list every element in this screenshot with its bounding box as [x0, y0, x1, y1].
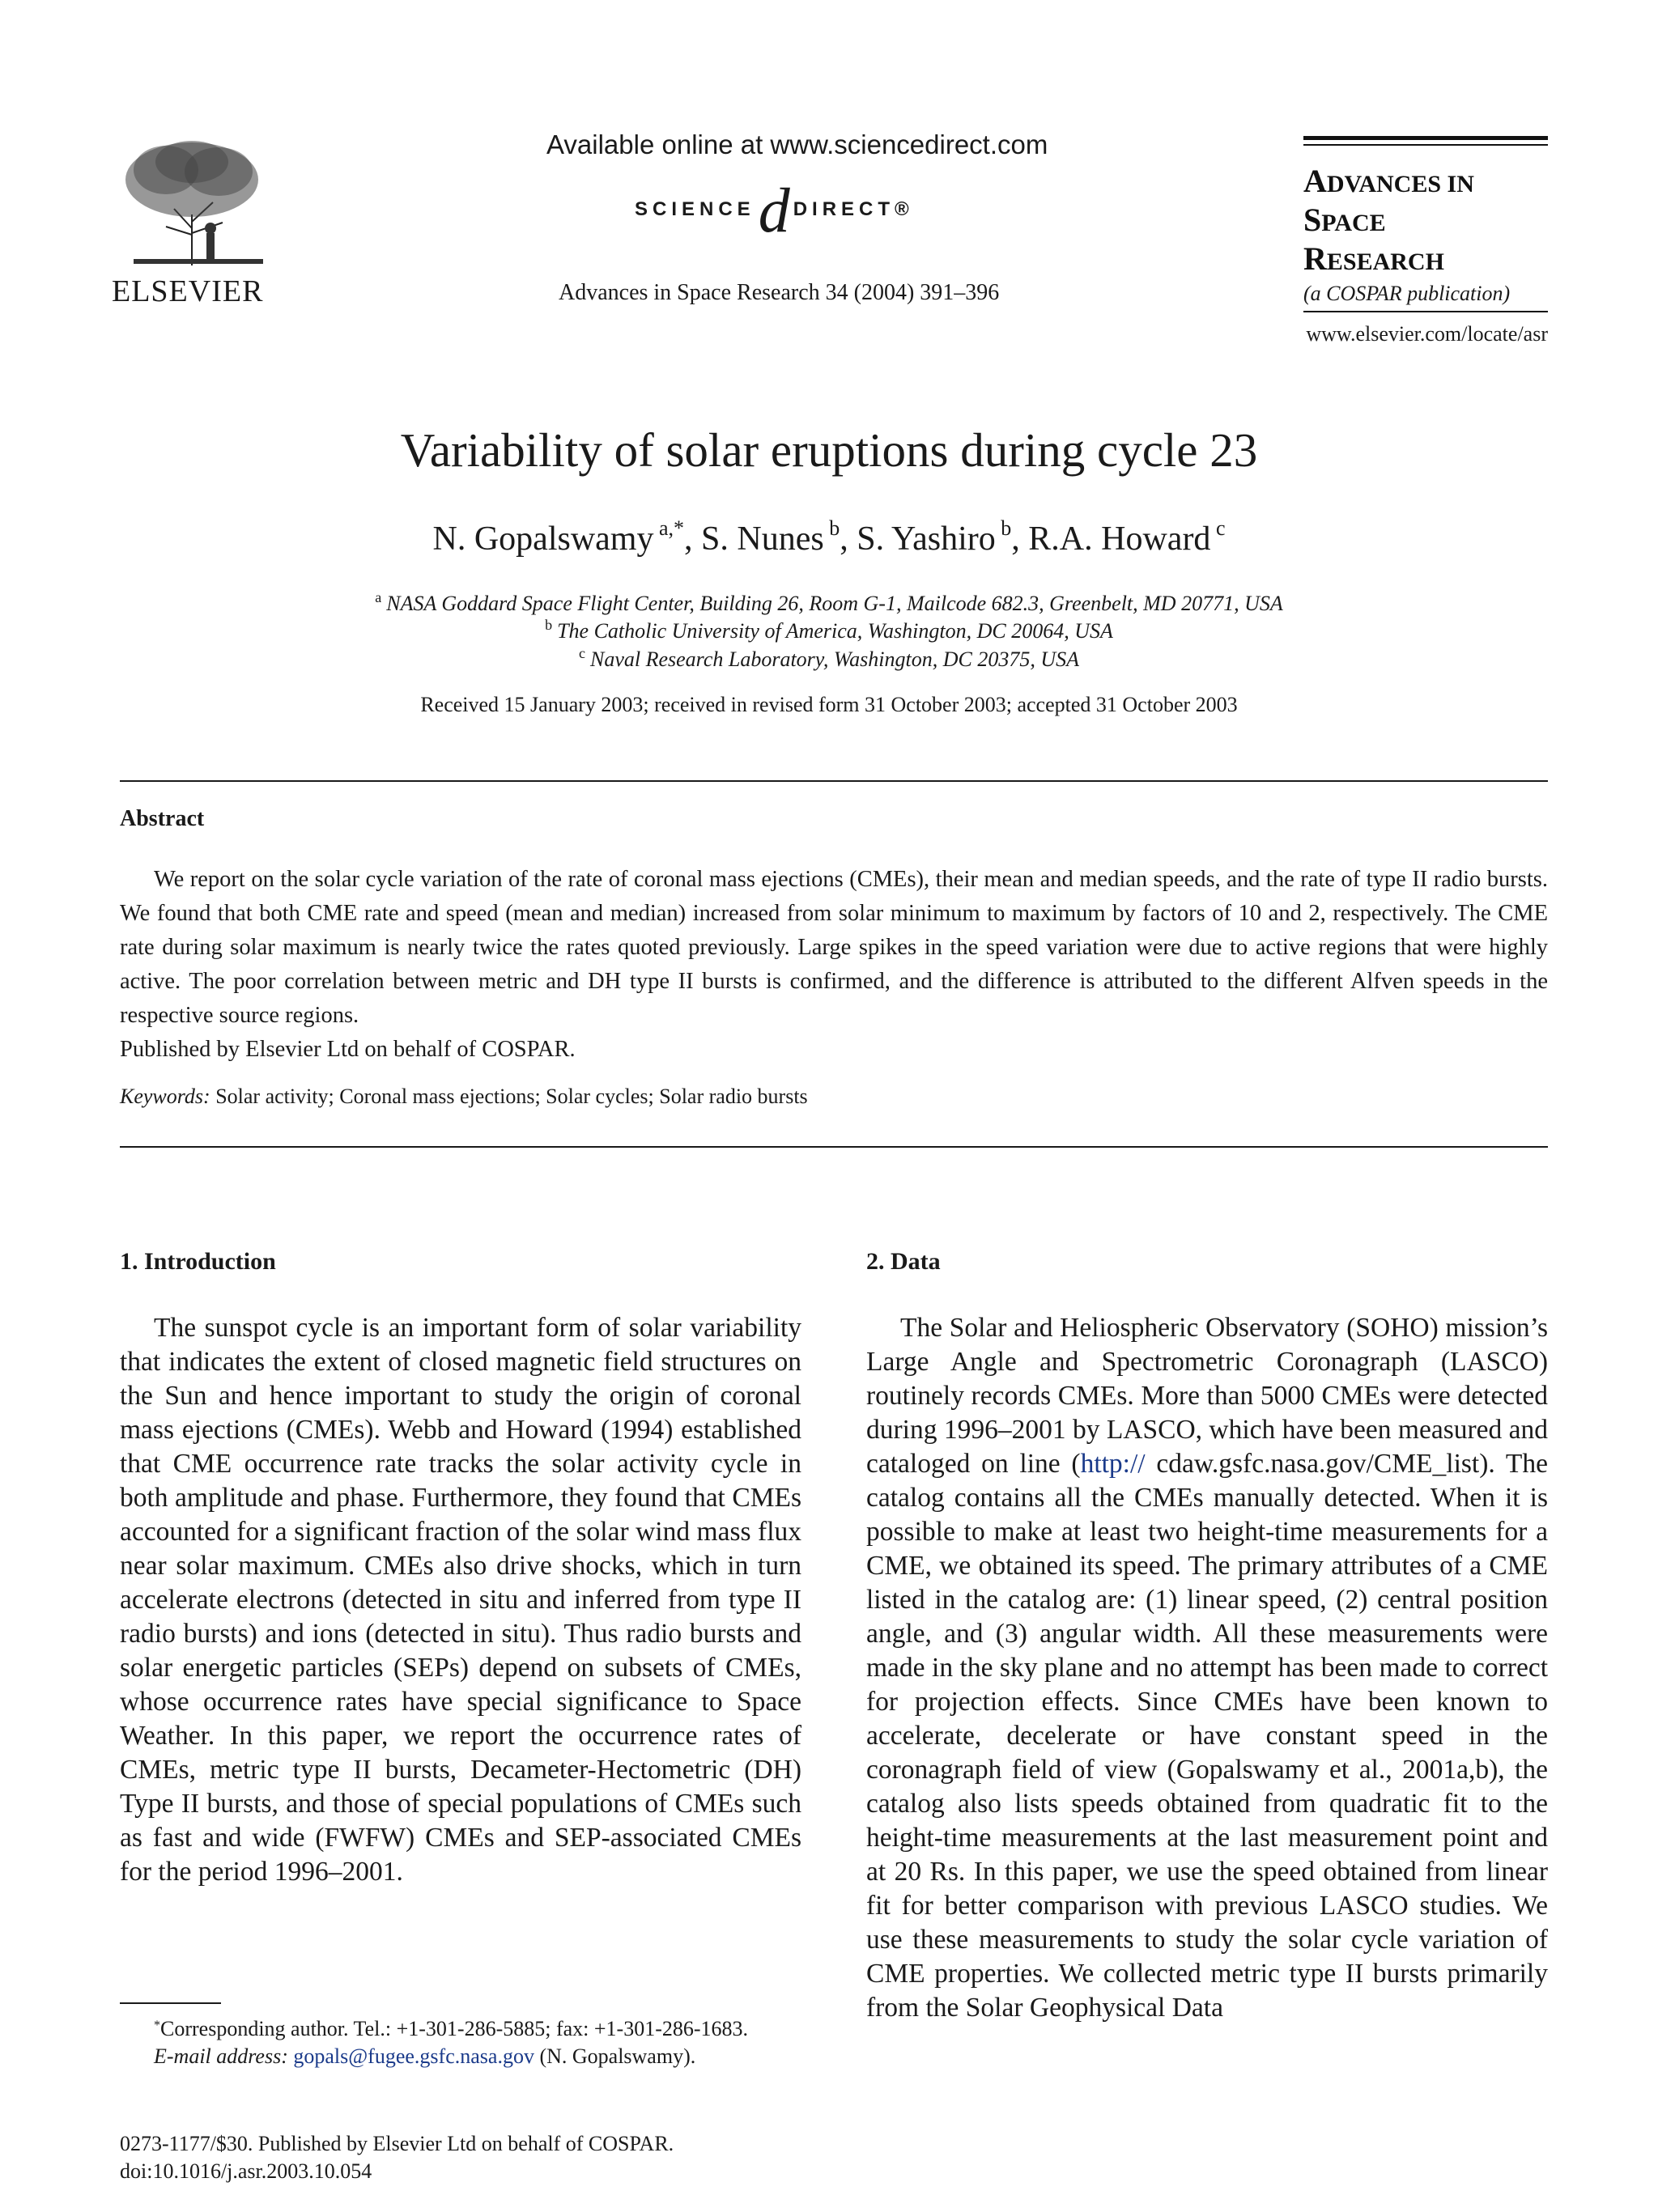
author-separator: , — [840, 520, 857, 558]
received-dates: Received 15 January 2003; received in revised form 31 October 2003; accepted 31 October 2003 — [420, 693, 1238, 716]
issn-line: 0273-1177/$30. Published by Elsevier Ltd on behalf of COSPAR. — [120, 2132, 674, 2155]
sd-at-glyph: d — [758, 175, 790, 245]
journal-name — [1303, 163, 1548, 280]
masthead-rule-thick — [1303, 136, 1548, 140]
affiliation-text: Naval Research Laboratory, Washington, DC 20375, USA — [589, 647, 1080, 671]
keywords — [120, 1085, 808, 1109]
affiliation-text: NASA Goddard Space Flight Center, Building 26, Room G-1, Mailcode 682.3, Greenbelt, MD 20771, USA — [386, 592, 1283, 615]
abstract-body — [120, 863, 1548, 1067]
journal-name-cap-3: R — [1303, 240, 1327, 277]
keywords-list: Solar activity; Coronal mass ejections; Solar cycles; Solar radio bursts — [215, 1085, 808, 1108]
author-name[interactable]: S. Yashiro — [857, 520, 996, 558]
masthead-rule-bottom — [1303, 311, 1548, 312]
affiliation — [0, 645, 1658, 672]
sciencedirect-logo — [635, 174, 914, 247]
section-heading-introduction: 1. Introduction — [120, 1248, 276, 1275]
author-marker: b — [1001, 516, 1012, 540]
author-marker: a,* — [658, 516, 685, 540]
affiliation-marker: a — [375, 589, 382, 605]
data-text-before-link: The Solar and Heliospheric Observatory (SOHO) mission’s Large Angle and Spectrometric Coronagraph (LASCO) routinely records CMEs. More than 5000 CMEs were detected during 1996–2001 by LASCO, which have been measured and cataloged on line ( — [866, 1313, 1548, 1479]
publisher-wordmark: ELSEVIER — [112, 274, 264, 308]
catalog-link[interactable]: http:// — [1080, 1449, 1146, 1479]
author-separator: , — [684, 520, 702, 558]
author-separator: , — [1011, 520, 1029, 558]
paper-title: Variability of solar eruptions during cycle 23 — [400, 423, 1258, 477]
affiliation-marker: b — [545, 617, 553, 633]
corresponding-author-note: Corresponding author. Tel.: +1-301-286-5885; fax: +1-301-286-1683. — [160, 2017, 749, 2040]
author-marker: c — [1215, 516, 1226, 540]
keywords-label: Keywords: — [120, 1085, 210, 1108]
journal-masthead — [1303, 136, 1548, 312]
affiliation — [0, 617, 1658, 643]
author-marker: b — [829, 516, 840, 540]
introduction-body — [120, 1311, 801, 1889]
available-online-text: Available online at www.sciencedirect.com — [546, 129, 1048, 159]
affiliation — [0, 589, 1658, 616]
abstract-heading: Abstract — [120, 806, 205, 831]
affiliation-marker: c — [578, 645, 585, 661]
affiliation-text: The Catholic University of America, Washington, DC 20064, USA — [557, 619, 1113, 643]
abstract-text: We report on the solar cycle variation of the rate of coronal mass ejections (CMEs), their mean and median speeds, and the rate of type II radio bursts. We found that both CME rate and speed (mean and median) increased from solar minimum to maximum by factors of 10 and 2, respectively. The CME rate during solar maximum is nearly twice the rates quoted previously. Large spikes in the speed variation were due to active regions that were highly active. The poor correlation between metric and DH type II bursts is confirmed, and the difference is attributed to the different Alfven speeds in the respective source regions. — [120, 867, 1548, 1028]
journal-name-rest-3: ESEARCH — [1326, 248, 1444, 275]
author-name[interactable]: S. Nunes — [701, 520, 824, 558]
footnote-marker: * — [154, 2019, 160, 2032]
author-list — [0, 516, 1658, 558]
elsevier-tree-logo — [117, 138, 271, 267]
sd-left-text: SCIENCE — [635, 198, 755, 220]
journal-name-rest-1: DVANCES IN — [1326, 171, 1474, 197]
data-text-after-link: cdaw.gsfc.nasa.gov/CME_list). The catalog contains all the CMEs manually detected. When it is possible to make at least two height-time measurements for a CME, we obtained its speed. The primary attributes of a CME listed in the catalog are: (1) linear speed, (2) central position angle, and (3) angular width. All these measurements were made in the sky plane and no attempt has been made to correct for projection effects. Since CMEs have been known to accelerate, decelerate or have constant speed in the coronagraph field of view (Gopalswamy et al., 2001a,b), the catalog also lists speeds obtained from quadratic fit to the height-time measurements at the last measurement point and at 20 Rs. In this paper, we use the speed obtained from linear fit for better comparison with previous LASCO studies. We use these measurements to study the solar cycle variation of CME properties. We collected metric type II bursts primarily from the Solar Geophysical Data — [866, 1449, 1548, 2023]
footnote — [120, 2012, 801, 2070]
footnote-rule — [120, 2002, 221, 2004]
journal-name-rest-2: PACE — [1321, 210, 1386, 236]
email-label: E-mail address: — [154, 2044, 288, 2068]
section-heading-data: 2. Data — [866, 1248, 941, 1275]
sd-right-text: DIRECT® — [793, 198, 914, 220]
email-owner: (N. Gopalswamy). — [534, 2044, 696, 2068]
journal-subtitle: (a COSPAR publication) — [1303, 282, 1511, 305]
journal-name-cap-1: A — [1303, 163, 1327, 199]
author-name[interactable]: N. Gopalswamy — [432, 520, 654, 558]
email-link[interactable]: gopals@fugee.gsfc.nasa.gov — [293, 2044, 534, 2068]
doi-link[interactable]: doi:10.1016/j.asr.2003.10.054 — [120, 2159, 372, 2183]
abstract-publisher-line: Published by Elsevier Ltd on behalf of COSPAR. — [120, 1037, 576, 1062]
journal-name-cap-2: S — [1303, 202, 1322, 238]
divider — [120, 1146, 1548, 1148]
masthead-rule-thin — [1303, 144, 1548, 146]
divider — [120, 780, 1548, 782]
data-paragraph — [866, 1311, 1548, 2025]
journal-url-link[interactable]: www.elsevier.com/locate/asr — [1306, 322, 1548, 346]
introduction-paragraph: The sunspot cycle is an important form of solar variability that indicates the extent of closed magnetic field structures on the Sun and hence important to study the origin of coronal mass ejections (CMEs). Webb and Howard (1994) established that CME occurrence rate tracks the solar activity cycle in both amplitude and phase. Furthermore, they found that CMEs accounted for a significant fraction of the solar wind mass flux near solar maximum. CMEs also drive shocks, which in turn accelerate electrons (detected in situ and inferred from type II radio bursts) and ions (detected in situ). Thus radio bursts and solar energetic particles (SEPs) depend on subsets of CMEs, whose occurrence rates have special significance to Space Weather. In this paper, we report the occurrence rates of CMEs, metric type II bursts, Decameter-Hectometric (DH) Type II bursts, and those of special populations of CMEs such as fast and wide (FWFW) CMEs and SEP-associated CMEs for the period 1996–2001. — [120, 1313, 801, 1887]
journal-citation: Advances in Space Research 34 (2004) 391–396 — [559, 280, 1000, 305]
author-name[interactable]: R.A. Howard — [1028, 520, 1211, 558]
data-body — [866, 1311, 1548, 2025]
bottom-note — [120, 2130, 674, 2185]
